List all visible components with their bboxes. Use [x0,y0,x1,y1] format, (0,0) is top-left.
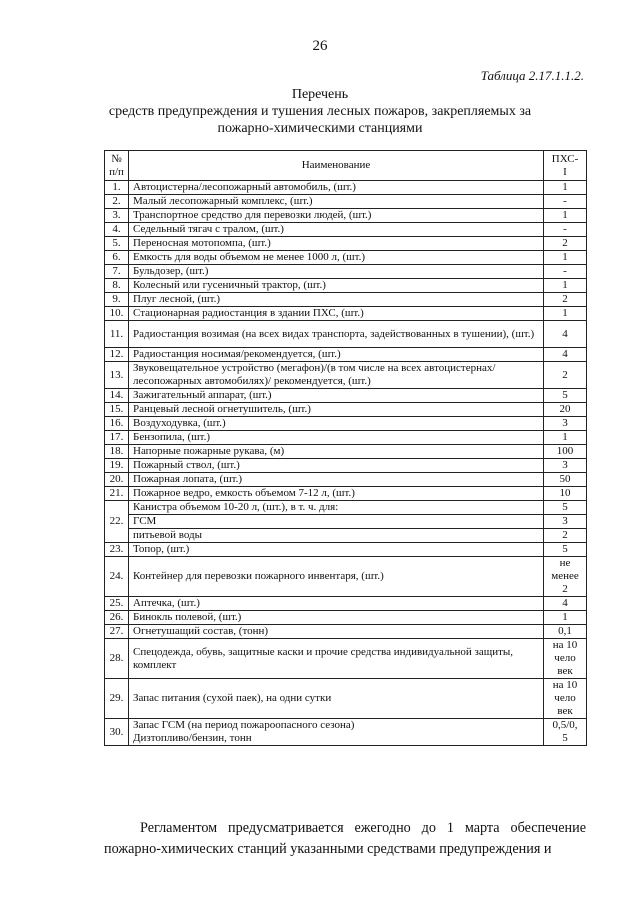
table-row [105,719,587,746]
row-value [544,679,587,719]
table-row [105,389,587,403]
table-row [105,597,587,611]
row-value: 1 [544,611,587,625]
row-value: 4 [544,597,587,611]
row-value: 10 [544,487,587,501]
row-name: Колесный или гусеничный трактор, (шт.) [129,279,544,293]
row-value: - [544,195,587,209]
table-row [105,417,587,431]
row-name: Огнетушащий состав, (тонн) [129,625,544,639]
row-number: 2. [105,195,129,209]
value-line-2: чело [554,652,576,664]
row-value: 5 [544,543,587,557]
row-name: Транспортное средство для перевозки людей, (шт.) [129,209,544,223]
row-name: Зажигательный аппарат, (шт.) [129,389,544,403]
row-name: Бульдозер, (шт.) [129,265,544,279]
regulation-paragraph: Регламентом предусматривается ежегодно до 1 марта обеспечение пожарно-химических станций указанными средствами предупреждения и [104,820,586,857]
row-value: 1 [544,279,587,293]
row-name: питьевой воды [129,529,544,543]
header-number-line-1: № [111,152,122,165]
row-number: 4. [105,223,129,237]
row-value: 2 [544,529,587,543]
table-row [105,195,587,209]
row-number: 11. [105,321,129,348]
table-body-special [105,501,587,597]
row-number: 9. [105,293,129,307]
row-value: 2 [544,362,587,389]
table-row [105,293,587,307]
row-name: Плуг лесной, (шт.) [129,293,544,307]
row-number: 30. [105,719,129,746]
table-row [105,611,587,625]
row-name: Топор, (шт.) [129,543,544,557]
row-number: 26. [105,611,129,625]
row-number: 20. [105,473,129,487]
title-line-2: средств предупреждения и тушения лесных пожаров, закрепляемых за [108,104,532,119]
row-value: 1 [544,251,587,265]
row-number: 22. [105,501,129,543]
row-value: 1 [544,431,587,445]
row-number: 1. [105,181,129,195]
row-name: Переносная мотопомпа, (шт.) [129,237,544,251]
row-value: 0,1 [544,625,587,639]
row-name: Бинокль полевой, (шт.) [129,611,544,625]
row-number: 3. [105,209,129,223]
table-header-row [105,151,587,181]
title-line-1: Перечень [291,87,349,102]
row-number: 17. [105,431,129,445]
table-row [105,625,587,639]
row-name: Емкость для воды объемом не менее 1000 л, (шт.) [129,251,544,265]
row-value: - [544,223,587,237]
header-number-line-2: п/п [109,165,124,178]
table-row [105,181,587,195]
header-number [105,151,129,181]
row-name: Спецодежда, обувь, защитные каски и прочие средства индивидуальной защиты, комплект [129,639,544,679]
value-line-3: век [557,665,573,677]
row-number: 25. [105,597,129,611]
table-row [105,209,587,223]
row-number: 29. [105,679,129,719]
row-number: 6. [105,251,129,265]
row-value: 1 [544,181,587,195]
table-body [105,181,587,501]
header-station-line-2: I [563,165,567,178]
table-row [105,321,587,348]
document-title [90,86,550,137]
equipment-table [104,150,587,746]
header-name: Наименование [129,151,544,181]
table-row [105,543,587,557]
row-name: Стационарная радиостанция в здании ПХС, (шт.) [129,307,544,321]
header-station [544,151,587,181]
row-number: 13. [105,362,129,389]
table-row [105,431,587,445]
row-value: 1 [544,209,587,223]
row-number: 16. [105,417,129,431]
table-row [105,362,587,389]
row-value: 2 [544,237,587,251]
table-row [105,279,587,293]
value-line-2: менее [551,570,579,582]
value-line-1: 0,5/0, [552,719,578,731]
row-number: 28. [105,639,129,679]
row-number: 21. [105,487,129,501]
row-value: 3 [544,459,587,473]
table-row [105,639,587,679]
row-value [544,557,587,597]
row-value: - [544,265,587,279]
row-number: 23. [105,543,129,557]
row-name: Пожарная лопата, (шт.) [129,473,544,487]
row-value: 100 [544,445,587,459]
row-number: 10. [105,307,129,321]
row-name: Запас питания (сухой паек), на одни сутки [129,679,544,719]
row-number: 18. [105,445,129,459]
name-line-2: Дизтопливо/бензин, тонн [133,732,252,744]
row-name: Малый лесопожарный комплекс, (шт.) [129,195,544,209]
table-row [105,237,587,251]
value-line-1: на 10 [552,679,578,691]
table-row [105,223,587,237]
row-name [129,719,544,746]
row-name: Аптечка, (шт.) [129,597,544,611]
row-name: Воздуходувка, (шт.) [129,417,544,431]
row-name: Радиостанция носимая/рекомендуется, (шт.) [129,348,544,362]
value-line-2: чело [554,692,576,704]
row-value: 3 [544,515,587,529]
value-line-2: 5 [562,732,568,744]
row-number: 14. [105,389,129,403]
table-row [105,265,587,279]
row-number: 8. [105,279,129,293]
row-value [544,719,587,746]
row-number: 5. [105,237,129,251]
table-reference: Таблица 2.17.1.1.2. [480,68,584,83]
table-row [105,307,587,321]
table-row [105,348,587,362]
row-name: Автоцистерна/лесопожарный автомобиль, (шт.) [129,181,544,195]
row-value: 4 [544,321,587,348]
table-row [105,557,587,597]
page-number: 26 [312,38,328,54]
value-line-3: 2 [562,583,568,595]
row-name: Радиостанция возимая (на всех видах транспорта, задействованных в тушении), (шт.) [129,321,544,348]
table-row [105,403,587,417]
table-row [105,487,587,501]
value-line-3: век [557,705,573,717]
title-line-3: пожарно-химическими станциями [217,121,423,136]
row-name: Звуковещательное устройство (мегафон)/(в том числе на всех автоцистернах/лесопожарных автомобилях)/ рекомендуется, (шт.) [129,362,544,389]
table-row [105,473,587,487]
row-name: Пожарное ведро, емкость объемом 7-12 л, (шт.) [129,487,544,501]
row-value: 20 [544,403,587,417]
row-value: 3 [544,417,587,431]
table-body-tail [105,597,587,639]
table-row [105,679,587,719]
row-value: 4 [544,348,587,362]
row-name: Седельный тягач с тралом, (шт.) [129,223,544,237]
row-value: 2 [544,293,587,307]
table-body-final [105,639,587,746]
table-row [105,459,587,473]
row-number: 15. [105,403,129,417]
row-number: 24. [105,557,129,597]
table-row [105,251,587,265]
table-row [105,445,587,459]
row-number: 19. [105,459,129,473]
row-name: Ранцевый лесной огнетушитель, (шт.) [129,403,544,417]
row-number: 7. [105,265,129,279]
row-number: 27. [105,625,129,639]
row-value: 5 [544,501,587,515]
row-name: Напорные пожарные рукава, (м) [129,445,544,459]
table-row [105,501,587,515]
row-name: Контейнер для перевозки пожарного инвентаря, (шт.) [129,557,544,597]
table-subrow [105,529,587,543]
row-number: 12. [105,348,129,362]
header-station-line-1: ПХС- [551,152,579,165]
row-name: ГСМ [129,515,544,529]
value-line-1: не [559,557,571,569]
row-value: 1 [544,307,587,321]
row-name: Пожарный ствол, (шт.) [129,459,544,473]
table-subrow [105,515,587,529]
row-name: Канистра объемом 10-20 л, (шт.), в т. ч. для: [129,501,544,515]
value-line-1: на 10 [552,639,578,651]
row-name: Бензопила, (шт.) [129,431,544,445]
row-value [544,639,587,679]
row-value: 5 [544,389,587,403]
name-line-1: Запас ГСМ (на период пожароопасного сезона) [133,719,355,731]
row-value: 50 [544,473,587,487]
